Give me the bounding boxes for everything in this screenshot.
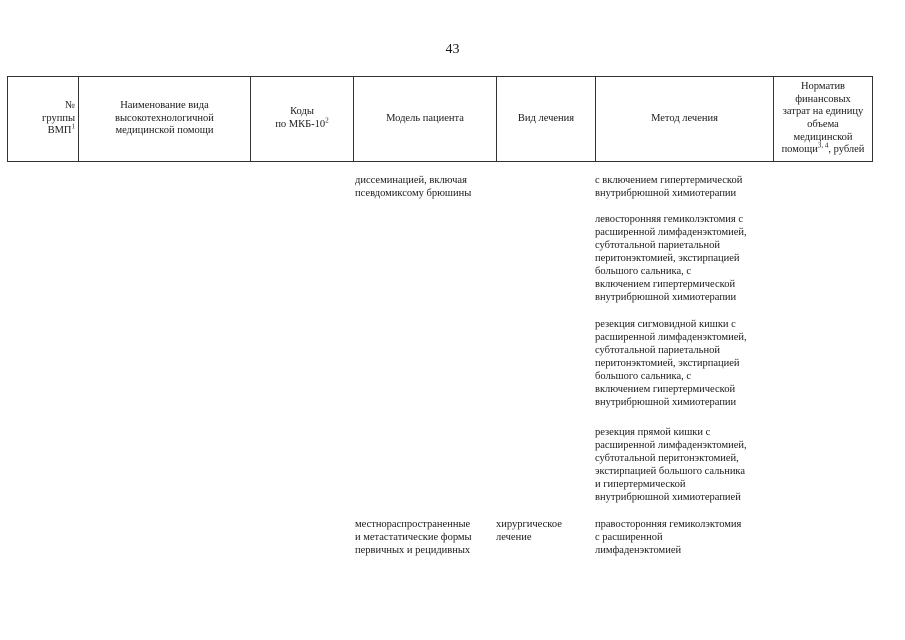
header-patient-model: Модель пациента bbox=[354, 77, 497, 162]
treatment-type-cell: хирургическое лечение bbox=[496, 519, 562, 543]
header-mkb-codes: Коды по МКБ-$10^2$ bbox=[251, 77, 354, 162]
header-financial-norm: Норматив финансовых затрат на единицу объема медицинской помощи$^{3, 4}$, рублей bbox=[774, 77, 873, 162]
header-group-number: № группы ВМП$^1$ bbox=[8, 77, 79, 162]
treatment-method-cell: правосторонняя гемиколэктомия с расширенной лимфаденэктомией bbox=[595, 519, 742, 556]
header-treatment-method: Метод лечения bbox=[596, 77, 774, 162]
header-treatment-type: Вид лечения bbox=[497, 77, 596, 162]
patient-model-cell: диссеминацией, включая псевдомиксому брюшины bbox=[355, 175, 472, 199]
treatment-method-cell: резекция прямой кишки с расширенной лимфаденэктомией, субтотальной перитонэктомией, экстирпацией большого сальника и гипертермической внутрибрюшной химиотерапией bbox=[595, 427, 747, 503]
treatment-method-cell: с включением гипертермической внутрибрюшной химиотерапии bbox=[595, 175, 743, 199]
page-number: 43 bbox=[445, 42, 460, 57]
header-care-type-name: Наименование вида высокотехнологичной медицинской помощи bbox=[79, 77, 251, 162]
treatment-method-cell: резекция сигмовидной кишки с расширенной лимфаденэктомией, субтотальной париетальной перитонэктомией, экстирпацией большого сальника, с включением гипертермической внутрибрюшной химиотерапии bbox=[595, 319, 747, 408]
table-header bbox=[7, 76, 873, 162]
treatment-method-cell: левосторонняя гемиколэктомия с расширенной лимфаденэктомией, субтотальной париетальной перитонэктомией, экстирпацией большого сальника, с включением гипертермической внутрибрюшной химиотерапии bbox=[595, 214, 747, 303]
patient-model-cell: местнораспространенные и метастатические формы первичных и рецидивных bbox=[355, 519, 472, 556]
